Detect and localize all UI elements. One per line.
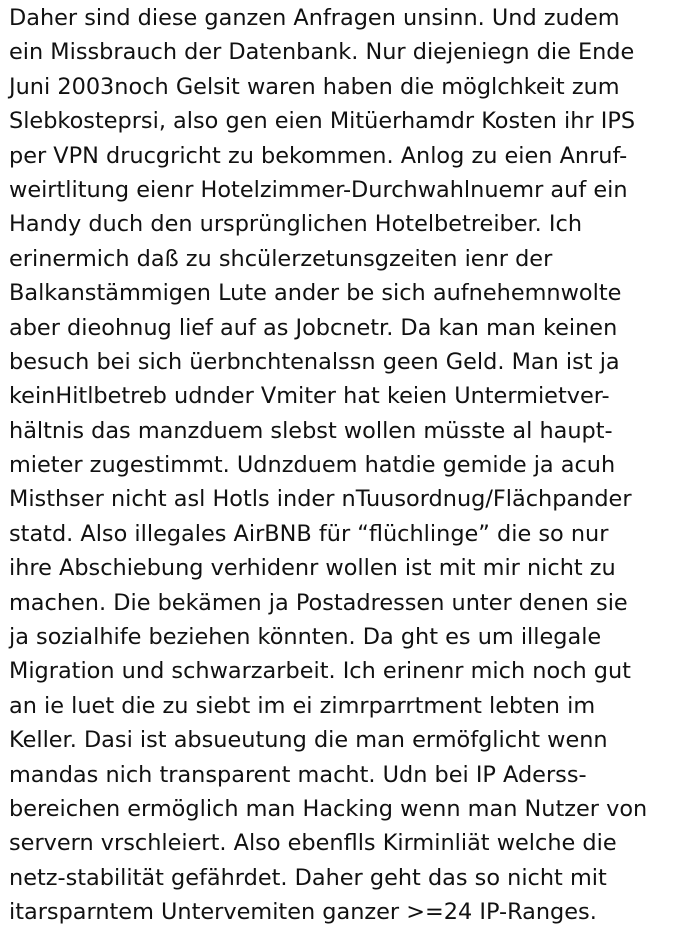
text-line: ihre Abschiebung verhidenr wollen ist mit mir nicht zu (9, 555, 616, 582)
text-line: Handy duch den ursprünglichen Hotelbetreiber. Ich (9, 211, 583, 238)
text-line: Daher sind diese ganzen Anfragen unsinn. Und zudem (9, 5, 620, 31)
text-line: Juni 2003noch Gelsit waren haben die möglchkeit zum (9, 73, 620, 100)
text-line: Slebkosteprsi, also gen eien Mitüerhamdr Kosten ihr IPS (9, 108, 636, 135)
text-line: Migration und schwarzarbeit. Ich erinenr mich noch gut (9, 658, 631, 685)
text-line: mieter zugestimmt. Udnzduem hatdie gemide ja acuh (9, 452, 616, 479)
text-line: Keller. Dasi ist absueutung die man ermöfglicht wenn (9, 727, 608, 754)
text-line: Misthser nicht asl Hotls inder nTuusordnug/Flächpander (9, 486, 632, 513)
text-line: mandas nich transparent macht. Udn bei IP Aderss- (9, 761, 587, 788)
text-line: besuch bei sich üerbnchtenalssn geen Geld. Man ist ja (9, 348, 620, 375)
text-line: keinHitlbetreb udnder Vmiter hat keien Untermietver- (9, 383, 610, 410)
document-text (9, 1, 679, 930)
text-line: bereichen ermöglich man Hacking wenn man Nutzer von (9, 795, 648, 822)
text-line: itarsparntem Untervemiten ganzer >=24 IP-Ranges. (9, 899, 597, 926)
text-line: ja sozialhife beziehen könnten. Da ght es um illegale (9, 624, 602, 651)
text-line: hältnis das manzduem slebst wollen müsste al haupt- (9, 417, 613, 444)
text-line: per VPN drucgricht zu bekommen. Anlog zu eien Anruf- (9, 142, 628, 169)
text-line: an ie luet die zu siebt im ei zimrparrtment lebten im (9, 692, 596, 719)
text-line: aber dieohnug lief auf as Jobcnetr. Da kan man keinen (9, 314, 618, 341)
text-line: machen. Die bekämen ja Postadressen unter denen sie (9, 589, 628, 616)
text-line: statd. Also illegales AirBNB für “flüchlinge” die so nur (9, 520, 609, 547)
text-line: netz-stabilität gefährdet. Daher geht das so nicht mit (9, 864, 607, 891)
text-line: weirtlitung eienr Hotelzimmer-Durchwahlnuemr auf ein (9, 176, 628, 203)
text-line: Balkanstämmigen Lute ander be sich aufnehemnwolte (9, 280, 622, 307)
text-line: erinermich daß zu shcülerzetunsgzeiten ienr der (9, 245, 553, 272)
text-line: servern vrschleiert. Also ebenflls Kirminliät welche die (9, 830, 617, 857)
text-line: ein Missbrauch der Datenbank. Nur diejeniegn die Ende (9, 39, 635, 66)
